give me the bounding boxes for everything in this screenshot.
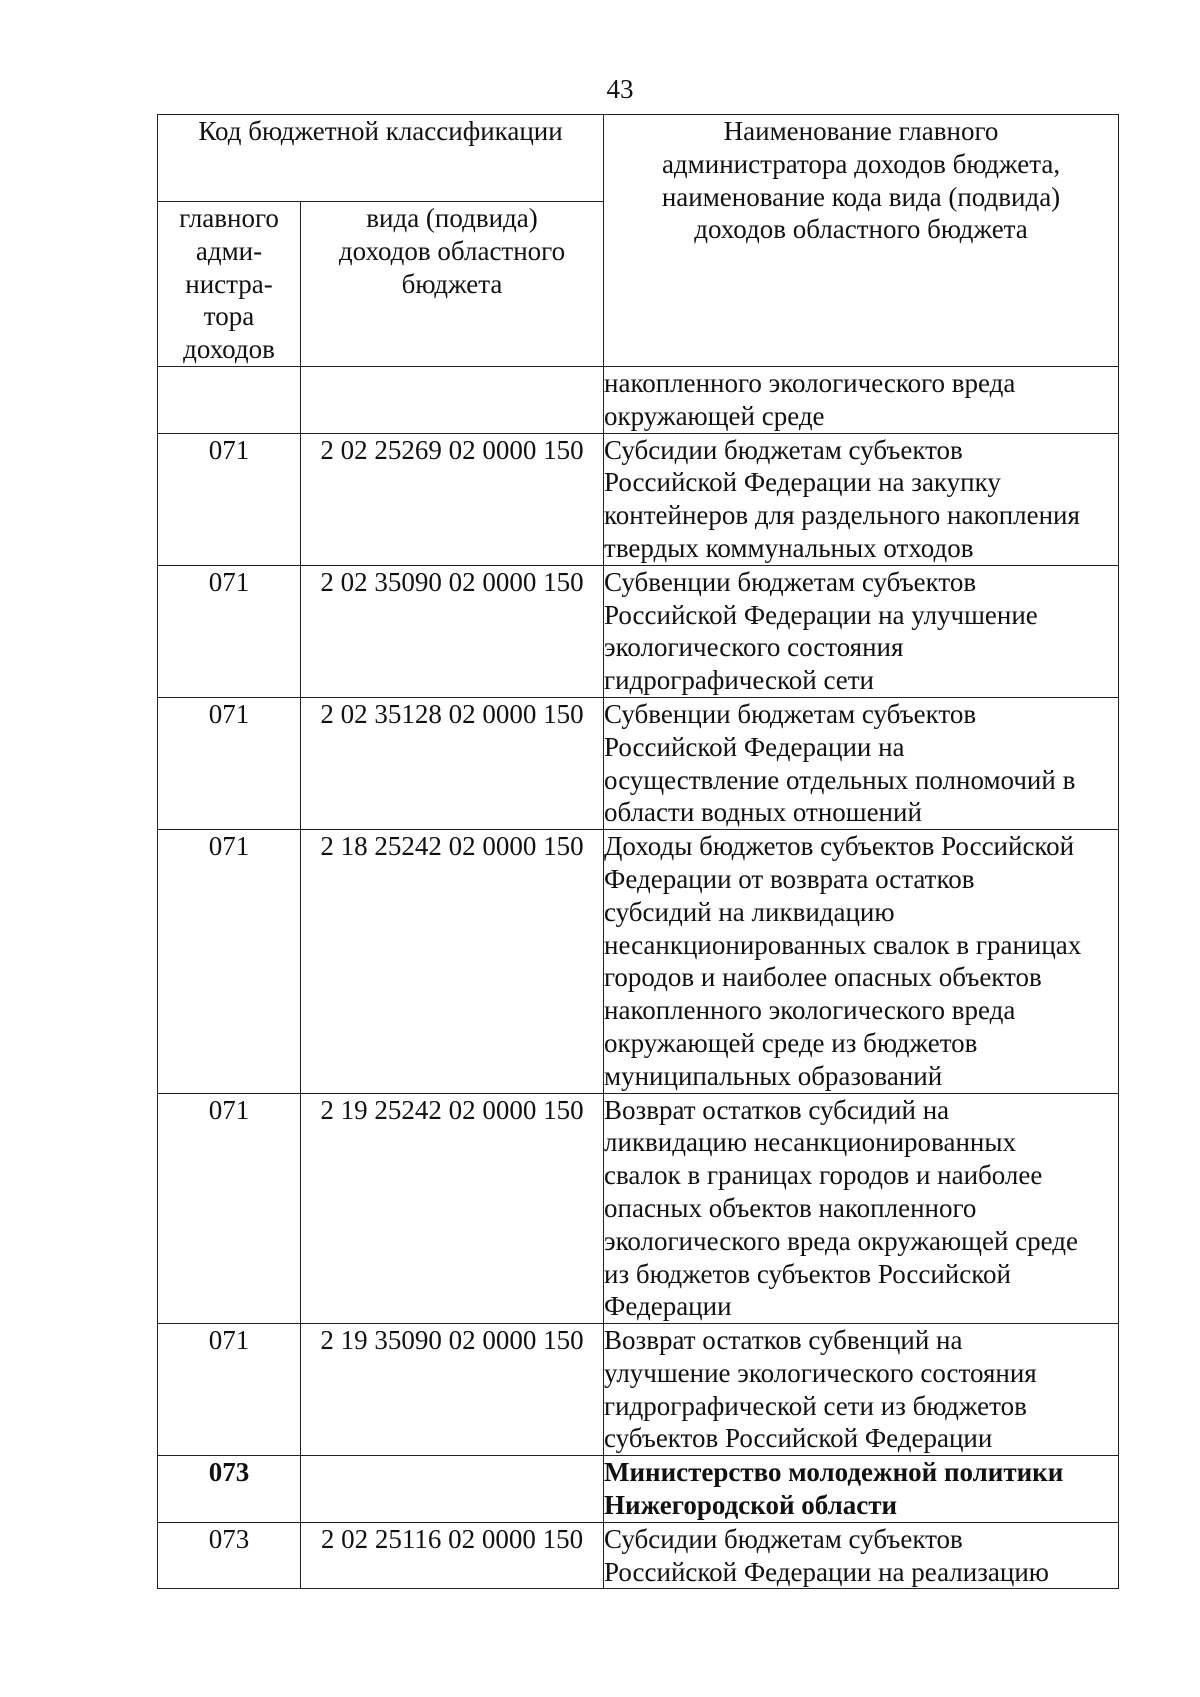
header-line: доходов областного <box>338 235 566 266</box>
description-cell <box>604 697 1119 829</box>
description-line: Субсидии бюджетам субъектов <box>604 434 963 465</box>
description-line: экологического вреда окружающей среде <box>604 1225 1078 1256</box>
description-line: Доходы бюджетов субъектов Российской <box>604 831 1075 862</box>
table-row <box>158 1456 1119 1523</box>
description-line: Российской Федерации на улучшение <box>604 599 1038 630</box>
description-line: Субсидии бюджетам субъектов <box>604 1523 963 1554</box>
header-line: вида (подвида) <box>366 203 538 233</box>
admin-code-cell: 071 <box>158 433 301 565</box>
header-line: нистра- <box>185 268 273 299</box>
header-admin-column <box>158 202 301 367</box>
header-line: администратора доходов бюджета, <box>661 148 1061 179</box>
description-line: Российской Федерации на <box>604 731 905 762</box>
description-line: накопленного экологического вреда <box>604 367 1016 398</box>
description-cell <box>604 1324 1119 1456</box>
admin-code-cell: 071 <box>158 830 301 1093</box>
income-code-cell: 2 19 25242 02 0000 150 <box>301 1093 604 1324</box>
table-body <box>158 366 1119 1588</box>
description-cell <box>604 1522 1119 1589</box>
admin-code-cell <box>158 366 301 433</box>
description-line: ликвидацию несанкционированных <box>604 1127 1016 1158</box>
description-line: из бюджетов субъектов Российской <box>604 1258 1011 1289</box>
admin-code-cell: 071 <box>158 1093 301 1324</box>
description-line: твердых коммунальных отходов <box>604 532 974 563</box>
header-line: наименование кода вида (подвида) <box>661 181 1061 212</box>
admin-code-cell: 071 <box>158 697 301 829</box>
table-row <box>158 366 1119 433</box>
description-cell <box>604 830 1119 1093</box>
header-line: доходов областного бюджета <box>694 214 1028 245</box>
income-code-cell: 2 02 35090 02 0000 150 <box>301 565 604 697</box>
description-line: опасных объектов накопленного <box>604 1192 977 1223</box>
income-code-cell: 2 02 25116 02 0000 150 <box>301 1522 604 1589</box>
description-line: Федерации <box>604 1291 732 1322</box>
description-line: Возврат остатков субвенций на <box>604 1325 963 1356</box>
header-line: доходов <box>183 334 275 365</box>
description-line: гидрографической сети <box>604 665 874 696</box>
description-line: Российской Федерации на реализацию <box>604 1556 1049 1587</box>
description-line: окружающей среде из бюджетов <box>604 1027 978 1058</box>
header-line: Наименование главного <box>723 116 999 146</box>
description-line: контейнеров для раздельного накопления <box>604 500 1080 531</box>
admin-code-cell: 071 <box>158 1324 301 1456</box>
description-line: окружающей среде <box>604 400 825 431</box>
admin-code-cell: 073 <box>158 1522 301 1589</box>
description-line: муниципальных образований <box>604 1060 943 1091</box>
table-header <box>158 115 1119 367</box>
table-row <box>158 565 1119 697</box>
table-row <box>158 830 1119 1093</box>
description-cell <box>604 366 1119 433</box>
description-line: Нижегородской области <box>604 1490 898 1521</box>
table-row <box>158 433 1119 565</box>
description-line: гидрографической сети из бюджетов <box>604 1390 1027 1421</box>
header-name-column <box>604 115 1119 367</box>
header-code-column <box>301 202 604 367</box>
admin-code-cell: 071 <box>158 565 301 697</box>
description-line: улучшение экологического состояния <box>604 1357 1037 1388</box>
table-row <box>158 697 1119 829</box>
description-cell <box>604 1456 1119 1523</box>
header-group-title: Код бюджетной классификации <box>158 115 604 202</box>
description-line: несанкционированных свалок в границах <box>604 929 1082 960</box>
description-line: экологического состояния <box>604 632 904 663</box>
description-cell <box>604 433 1119 565</box>
description-line: накопленного экологического вреда <box>604 995 1016 1026</box>
description-line: Субвенции бюджетам субъектов <box>604 698 977 729</box>
description-line: Федерации от возврата остатков <box>604 863 975 894</box>
budget-classification-table <box>157 114 1119 1589</box>
description-line: Возврат остатков субсидий на <box>604 1094 950 1125</box>
description-cell <box>604 1093 1119 1324</box>
description-line: Министерство молодежной политики <box>604 1457 1064 1488</box>
page-number: 43 <box>606 74 634 104</box>
description-line: субсидий на ликвидацию <box>604 896 895 927</box>
description-line: субъектов Российской Федерации <box>604 1423 993 1454</box>
header-line: тора <box>203 301 255 332</box>
income-code-cell: 2 19 35090 02 0000 150 <box>301 1324 604 1456</box>
description-line: свалок в границах городов и наиболее <box>604 1160 1043 1191</box>
description-line: осуществление отдельных полномочий в <box>604 764 1076 795</box>
table-row <box>158 1093 1119 1324</box>
header-line: адми- <box>195 235 263 266</box>
income-code-cell: 2 02 35128 02 0000 150 <box>301 697 604 829</box>
income-code-cell: 2 02 25269 02 0000 150 <box>301 433 604 565</box>
admin-code-cell: 073 <box>158 1456 301 1523</box>
description-line: Субвенции бюджетам субъектов <box>604 566 977 597</box>
table-row <box>158 1324 1119 1456</box>
description-line: области водных отношений <box>604 797 922 828</box>
description-line: Российской Федерации на закупку <box>604 467 1001 498</box>
header-line: главного <box>179 203 279 233</box>
income-code-cell <box>301 366 604 433</box>
income-code-cell <box>301 1456 604 1523</box>
description-cell <box>604 565 1119 697</box>
table-row <box>158 1522 1119 1589</box>
header-line: бюджета <box>401 268 503 299</box>
income-code-cell: 2 18 25242 02 0000 150 <box>301 830 604 1093</box>
description-line: городов и наиболее опасных объектов <box>604 962 1042 993</box>
